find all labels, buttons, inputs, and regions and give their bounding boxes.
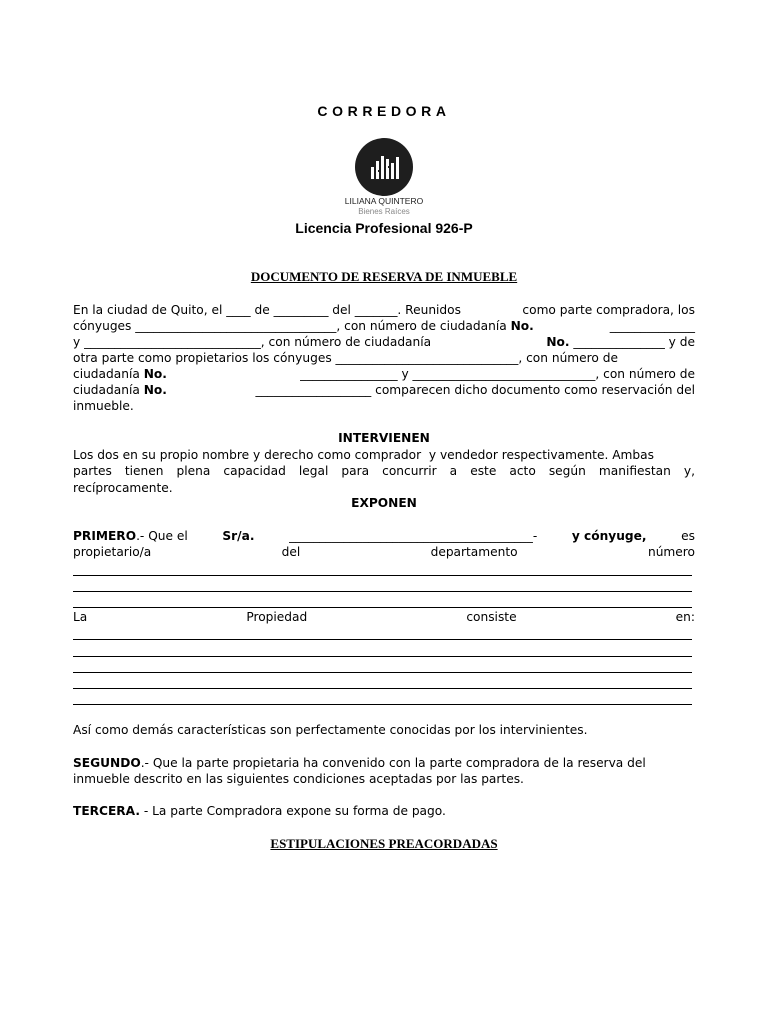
intro-line-4: otra parte como propietarios los cónyuges ______________________________, con número de <box>73 351 618 365</box>
blank-line <box>73 672 692 673</box>
intro-text: y _____________________________, con número de ciudadanía <box>73 335 432 349</box>
tercera-label: TERCERA. <box>73 804 140 818</box>
tercera-line <box>73 803 695 819</box>
asi-line: Así como demás características son perfectamente conocidas por los intervinientes. <box>73 723 588 737</box>
primero-text: es <box>681 529 695 543</box>
prop-word: en: <box>675 610 695 624</box>
primero-conyuge: y cónyuge, <box>571 529 647 543</box>
segundo-label: SEGUNDO <box>73 756 141 770</box>
intro-line-5 <box>73 366 695 382</box>
prop-word: propietario/a <box>73 545 152 559</box>
document-title: DOCUMENTO DE RESERVA DE INMUEBLE <box>250 269 518 284</box>
intro-text: _______________ y de <box>573 335 695 349</box>
intro-text: ciudadanía <box>73 383 140 397</box>
primero-text: .- Que el <box>136 529 188 543</box>
tercera-text: - La parte Compradora expone su forma de pago. <box>139 804 446 818</box>
intro-bold: No. <box>546 335 570 349</box>
intro-bold: No. <box>143 383 167 397</box>
intro-line-2 <box>73 318 695 334</box>
intervienen-heading: INTERVIENEN <box>338 431 430 445</box>
license-number: Licencia Profesional 926-P <box>295 220 473 236</box>
propiedad-line <box>73 609 695 625</box>
prop-word: consiste <box>466 610 517 624</box>
prop-word: número <box>647 545 695 559</box>
primero-blank: ________________________________________- <box>289 529 538 543</box>
blank-line <box>73 607 692 608</box>
prop-word: La <box>73 610 88 624</box>
intro-bold: No. <box>510 319 534 333</box>
logo-name: LILIANA QUINTERO <box>344 196 424 206</box>
company-logo <box>354 137 414 197</box>
primero-label: PRIMERO <box>73 529 137 543</box>
intro-text: cónyuges _________________________________, con número de ciudadanía <box>73 319 507 333</box>
prop-word: departamento <box>430 545 518 559</box>
intro-bold: No. <box>143 367 167 381</box>
intro-text: como parte compradora, los <box>522 303 695 317</box>
segundo-text: .- Que la parte propietaria ha convenido con la parte compradora de la reserva del <box>140 756 646 770</box>
primero-line <box>73 528 695 544</box>
logo-subtitle: Bienes Raíces <box>358 207 410 216</box>
primero-sra: Sr/a. <box>222 529 255 543</box>
prop-word: Propiedad <box>246 610 308 624</box>
intro-line-1 <box>73 302 695 318</box>
prop-word: del <box>281 545 301 559</box>
intro-line-3 <box>73 334 695 350</box>
intro-text: En la ciudad de Quito, el ____ de _________ del _______. Reunidos <box>73 303 461 317</box>
intro-text: ciudadanía <box>73 367 140 381</box>
blank-line <box>73 704 692 705</box>
intro-line-6 <box>73 382 695 398</box>
propietario-line <box>73 544 695 560</box>
intro-text: ___________________ comparecen dicho documento como reservación del <box>255 383 695 397</box>
header-title: CORREDORA <box>317 103 451 119</box>
exponen-heading: EXPONEN <box>351 496 417 510</box>
blank-line <box>73 688 692 689</box>
intro-text: ______________ <box>609 319 695 333</box>
blank-line <box>73 591 692 592</box>
intro-line-7: inmueble. <box>73 399 134 413</box>
segundo-line-1 <box>73 755 695 771</box>
stipulations-heading: ESTIPULACIONES PREACORDADAS <box>270 836 498 851</box>
blank-line <box>73 656 692 657</box>
intro-text: ________________ y ______________________________, con número de <box>300 367 695 381</box>
segundo-line-2: inmueble descrito en las siguientes condiciones aceptadas por las partes. <box>73 772 524 786</box>
intervienen-line-1: Los dos en su propio nombre y derecho como comprador y vendedor respectivamente. Ambas <box>73 448 654 462</box>
blank-line <box>73 639 692 640</box>
blank-line <box>73 575 692 576</box>
intervienen-line-3: recíprocamente. <box>73 481 173 495</box>
intervienen-line-2: partes tienen plena capacidad legal para concurrir a este acto según manifiestan y, <box>73 464 695 478</box>
